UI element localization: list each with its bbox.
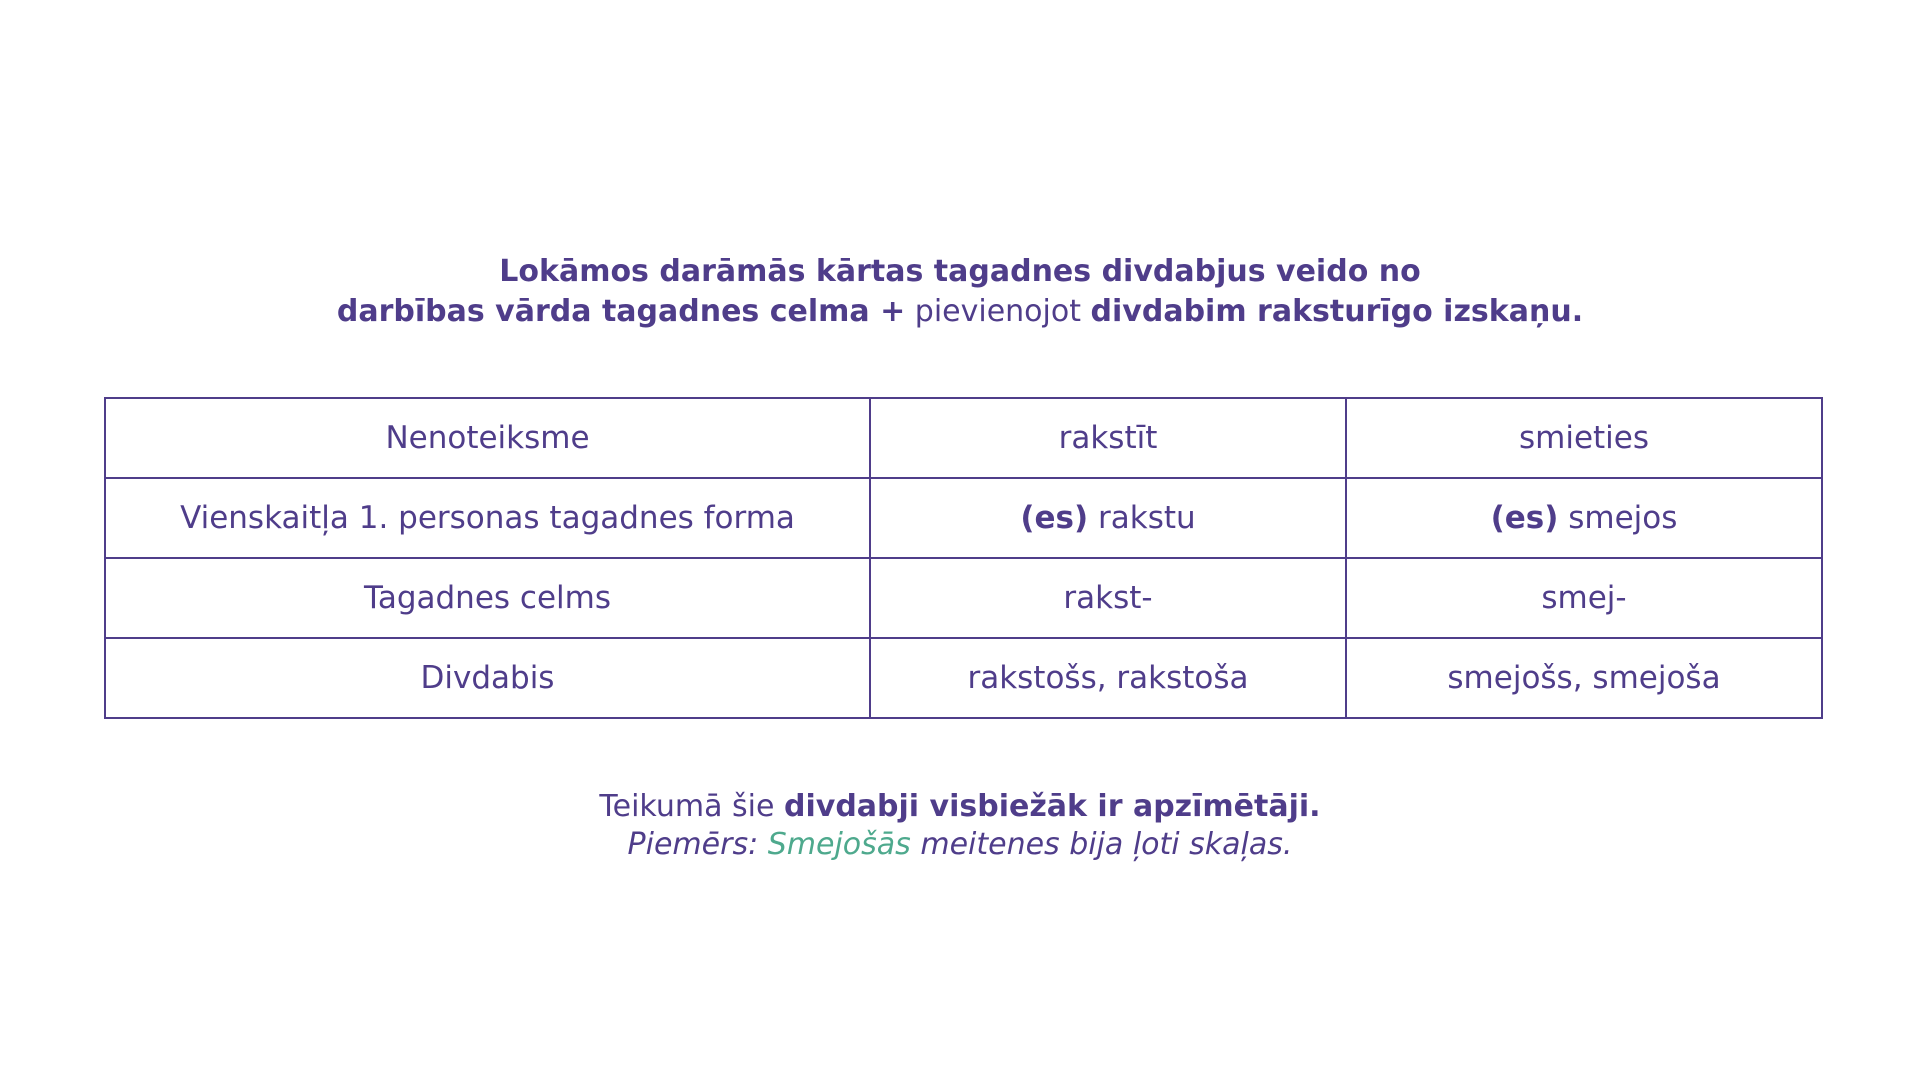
example-sentence [0, 826, 1920, 864]
table-row [105, 478, 1822, 558]
cell-rakstit: rakstošs, rakstoša [870, 638, 1346, 718]
pronoun-es: (es) [1490, 500, 1559, 536]
footer-line-1 [0, 788, 1920, 826]
cell-smieties [1346, 478, 1822, 558]
heading-line-2-bold-a: darbības vārda tagadnes celma + [336, 294, 906, 329]
cell-smieties: smej- [1346, 558, 1822, 638]
table-row [105, 398, 1822, 478]
heading-line-1-text: Lokāmos darāmās kārtas tagadnes divdabjus veido no [499, 254, 1421, 289]
example-rest: meitenes bija ļoti skaļas. [920, 827, 1293, 862]
footer-bold-text: divdabji visbiežāk ir apzīmētāji. [784, 789, 1321, 824]
example-highlight: Smejošās [767, 827, 911, 862]
cell-rakstit: rakstīt [870, 398, 1346, 478]
row-label: Vienskaitļa 1. personas tagadnes forma [105, 478, 870, 558]
heading-line-2-bold-b: divdabim raksturīgo izskaņu. [1090, 294, 1584, 329]
table-row [105, 558, 1822, 638]
cell-rakstit: rakst- [870, 558, 1346, 638]
heading-line-2 [0, 292, 1920, 332]
grammar-table [104, 397, 1823, 719]
footer-light-text: Teikumā šie [599, 789, 775, 824]
example-label: Piemērs: [627, 827, 759, 862]
row-label: Tagadnes celms [105, 558, 870, 638]
heading-line-1 [0, 252, 1920, 292]
cell-value: rakstu [1098, 500, 1196, 536]
heading-line-2-light: pievienojot [914, 294, 1081, 329]
row-label: Divdabis [105, 638, 870, 718]
row-label: Nenoteiksme [105, 398, 870, 478]
table-row [105, 638, 1822, 718]
footer-note [0, 788, 1920, 864]
cell-smieties: smejošs, smejoša [1346, 638, 1822, 718]
cell-rakstit [870, 478, 1346, 558]
cell-value: smejos [1568, 500, 1678, 536]
cell-smieties: smieties [1346, 398, 1822, 478]
pronoun-es: (es) [1020, 500, 1089, 536]
heading [0, 252, 1920, 332]
